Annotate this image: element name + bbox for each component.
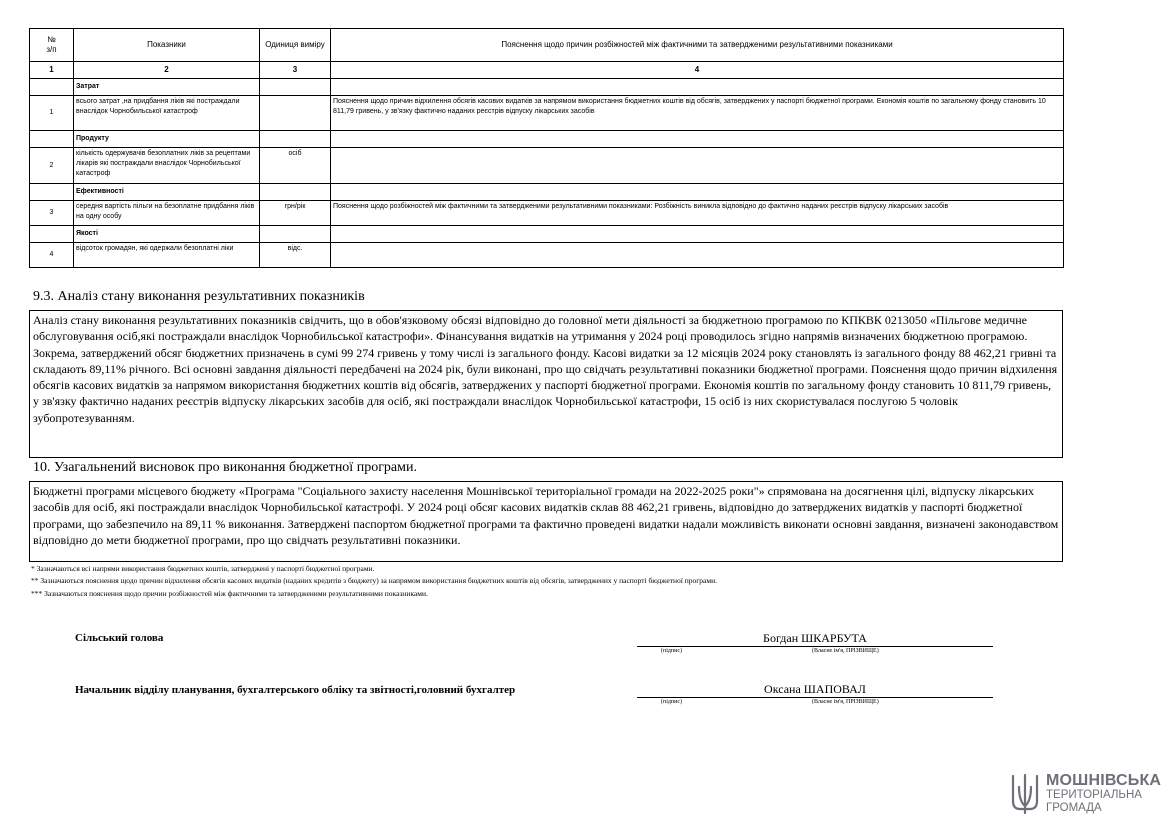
signatory-title-accountant: Начальник відділу планування, бухгалтерського обліку та звітності,головний бухгалтер [75, 684, 516, 696]
row-explanation [331, 243, 1064, 268]
signature-caption: (підпис) [661, 699, 683, 705]
section-9-3-text: Аналіз стану виконання результативних показників свідчить, що в обов'язковому обсязі відповідно до головної мети діяльності за бюджетною програмою по КПКВК 0213050 «Пільгове медичне обслуговування осіб,які постраждали внаслідок Чорнобильської катастрофи». Фінансування видатків на утримання у 2024 році проводилось згідно напрямів визначених бюджетною програмою. Зокрема, затверджений обсяг бюджетних призначень в сумі 99 274 гривень у тому числі із загального фонду. Касові видатки за 12 місяців 2024 року становлять із загального фонду 88 462,21 гривні та складають 89,11% річного. Всі основні завдання діяльності передбачені на 2024 рік, були виконані, про що свідчать результативні показники бюджетної програми. Пояснення щодо причин відхилення обсягів касових видатків за напрямом використання бюджетних коштів від обсягів, затверджених у паспорті бюджетної програми. Економія коштів по загальному фонду становить 10 811,79 гривень, у зв'язку фактично наданих реєстрів відпуску лікарських засобів для осіб, які постраждали внаслідок Чорнобильської катастрофи, 15 осіб із них скористувалася послугою 5 чоловік зубопротезуванням. [29, 310, 1063, 458]
column-number: 3 [260, 62, 331, 79]
header-indicators: Показники [74, 29, 260, 62]
section-title: Продукту [74, 131, 260, 148]
footnote-2: ** Зазначаються пояснення щодо причин відхилення обсягів касових видатків (наданих кредитів з бюджету) за напрямом використання бюджетних коштів від обсягів, затверджених у паспорті бюджетної програми. [31, 576, 718, 585]
empty-cell [260, 184, 331, 201]
table-row [30, 148, 1064, 184]
footnote-1: * Зазначаються всі напрями використання бюджетних коштів, затверджені у паспорті бюджетної програми. [31, 564, 375, 573]
name-caption: (Власне ім'я, ПРІЗВИЩЕ) [812, 699, 879, 705]
footnote-3: *** Зазначаються пояснення щодо причин розбіжностей між фактичними та затвердженими результативними показниками. [31, 589, 428, 598]
empty-cell [331, 79, 1064, 96]
results-table [29, 28, 1064, 268]
signatory-name-head: Богдан ШКАРБУТА [763, 631, 867, 645]
empty-cell [260, 226, 331, 243]
row-number: 4 [30, 243, 74, 268]
header-explanation: Пояснення щодо причин розбіжностей між фактичними та затвердженими результативними показниками [331, 29, 1064, 62]
section-row-quality [30, 226, 1064, 243]
empty-cell [260, 79, 331, 96]
header-unit: Одиниця виміру [260, 29, 331, 62]
signature-line [637, 697, 993, 698]
row-number: 1 [30, 96, 74, 131]
column-number: 2 [74, 62, 260, 79]
row-indicator: відсоток громадян, які одержали безоплатні ліки [74, 243, 260, 268]
row-unit: грн/рік [260, 201, 331, 226]
logo-line-1: ТЕРИТОРІАЛЬНА [1046, 789, 1142, 801]
row-explanation: Пояснення щодо розбіжностей між фактичними та затвердженими результативними показниками: Розбіжність виникла відповідно до фактично наданих реєстрів відпуску лікарських засобів [331, 201, 1064, 226]
empty-cell [30, 79, 74, 96]
name-caption: (Власне ім'я, ПРІЗВИЩЕ) [812, 648, 879, 654]
empty-cell [260, 131, 331, 148]
section-title: Якості [74, 226, 260, 243]
section-title: Затрат [74, 79, 260, 96]
section-row-product [30, 131, 1064, 148]
column-number: 4 [331, 62, 1064, 79]
row-number: 3 [30, 201, 74, 226]
row-number: 2 [30, 148, 74, 184]
logo-line-2: ГРОМАДА [1046, 802, 1102, 814]
row-explanation [331, 148, 1064, 184]
trident-icon [1010, 773, 1040, 815]
column-number: 1 [30, 62, 74, 79]
table-row [30, 243, 1064, 268]
row-indicator: всього затрат ,на придбання ліків які постраждали внаслідок Чорнобильської катастроф [74, 96, 260, 131]
empty-cell [331, 184, 1064, 201]
signatory-name-accountant: Оксана ШАПОВАЛ [764, 682, 866, 696]
column-numbers-row [30, 62, 1064, 79]
section-10-text: Бюджетні програми місцевого бюджету «Програма "Соціального захисту населення Мошнівської територіальної громади на 2022-2025 роки"» спрямована на досягнення цілі, відпуску лікарських засобів для осіб, які постраждали внаслідок Чорнобильської катастрофі. У 2024 році обсяг касових видатків склав 88 462,21 гривень, відповідно до затверджених видатків у паспорті бюджетної програми, що забезпечило на 89,11 % виконання. Затверджені паспортом бюджетної програми та фактично проведені видатки надали можливість виконати основні завдання, визначені законодавством відповідно до мети бюджетної програми, про що свідчать результативні показники. [29, 481, 1063, 562]
row-unit: відс. [260, 243, 331, 268]
section-10-heading: 10. Узагальнений висновок про виконання бюджетної програми. [33, 460, 417, 475]
table-row [30, 96, 1064, 131]
row-indicator: кількість одержувачів безоплатних ліків за рецептами лікарів які постраждали внаслідок Чорнобильської катастроф [74, 148, 260, 184]
row-explanation: Пояснення щодо причин відхилення обсягів касових видатків за напрямом використання бюджетних коштів від обсягів, затверджених у паспорті бюджетної програми. Економія коштів по загальному фонду становить 10 811,79 гривень, у зв'язку фактично наданих реєстрів відпуску лікарських засобів [331, 96, 1064, 131]
logo-title: МОШНІВСЬКА [1046, 772, 1162, 789]
empty-cell [30, 131, 74, 148]
row-unit: осіб [260, 148, 331, 184]
empty-cell [30, 184, 74, 201]
section-row-costs [30, 79, 1064, 96]
section-row-efficiency [30, 184, 1064, 201]
table-row [30, 201, 1064, 226]
header-number: № з/п [30, 29, 74, 62]
empty-cell [331, 131, 1064, 148]
row-indicator: середня вартість пільги на безоплатне придбання ліків на одну особу [74, 201, 260, 226]
signature-line [637, 646, 993, 647]
empty-cell [331, 226, 1064, 243]
section-9-3-heading: 9.3. Аналіз стану виконання результативних показників [33, 289, 365, 304]
section-title: Ефективності [74, 184, 260, 201]
signature-caption: (підпис) [661, 648, 683, 654]
community-logo [1010, 773, 1160, 817]
empty-cell [30, 226, 74, 243]
row-unit [260, 96, 331, 131]
signatory-title-head: Сільський голова [75, 632, 164, 644]
table-header-row [30, 29, 1064, 62]
